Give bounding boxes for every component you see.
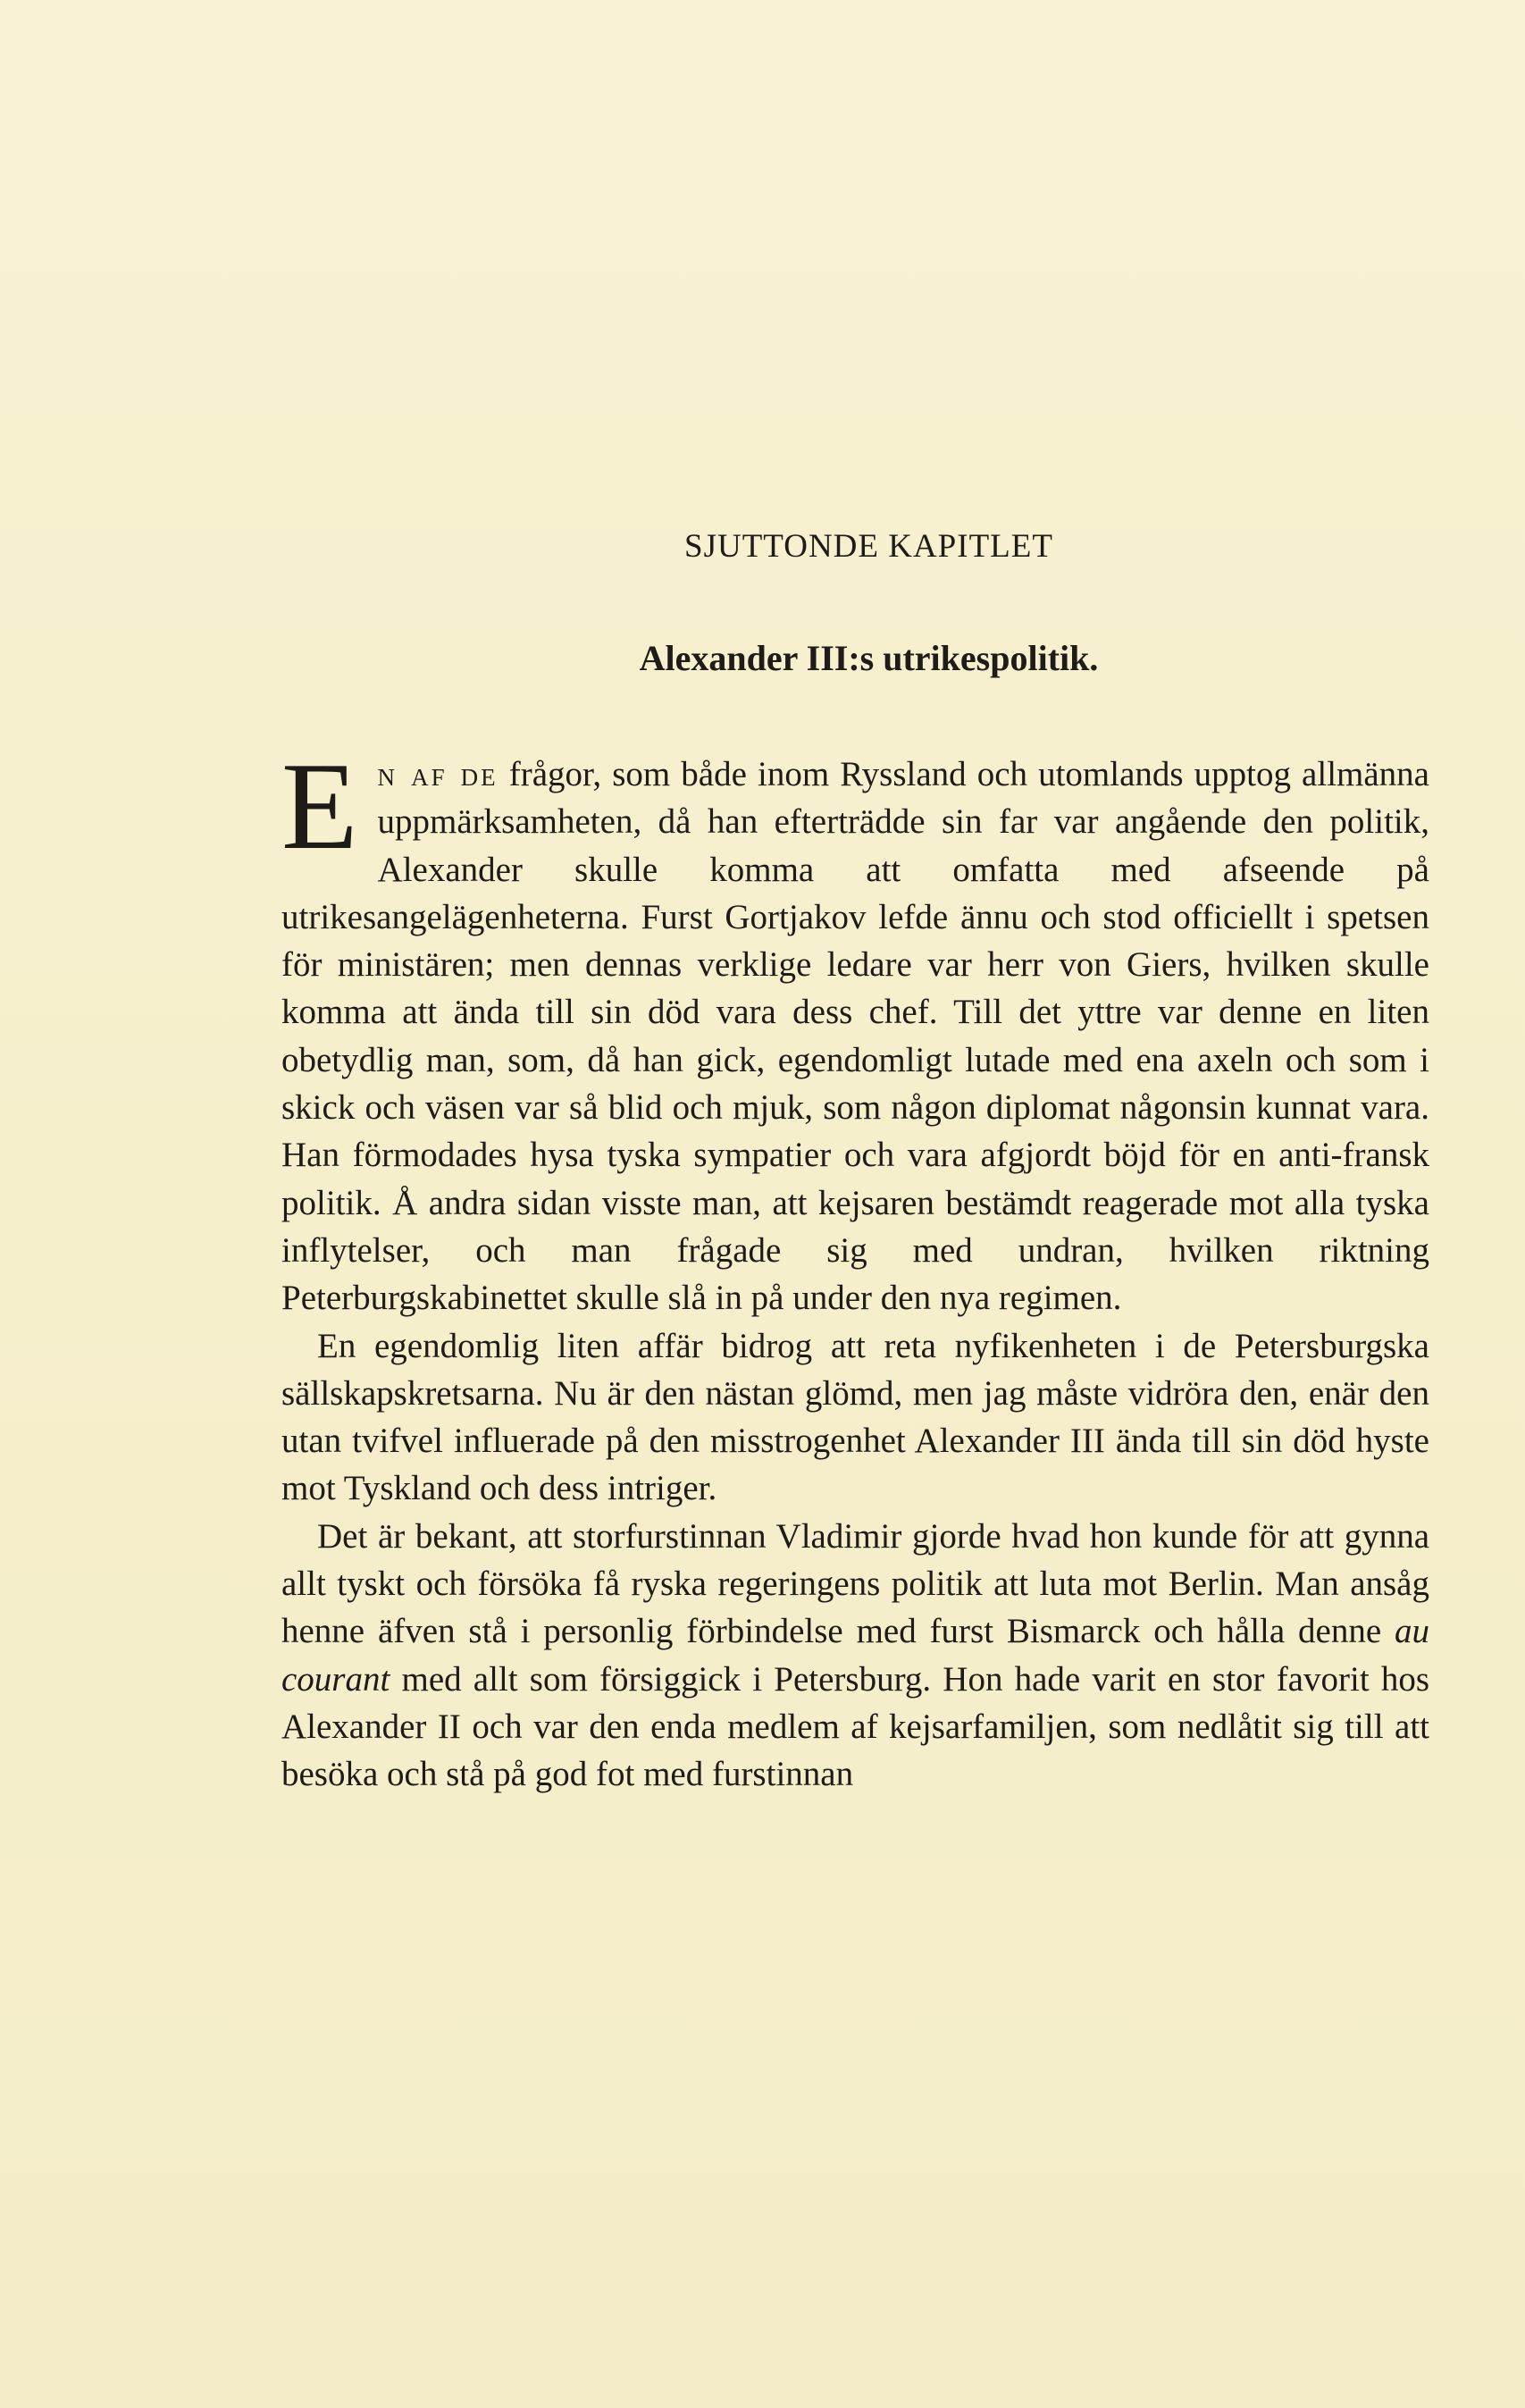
- italic-phrase: au courant: [281, 1612, 1429, 1699]
- paragraph-1-text: frågor, som både inom Ryssland och utomlands upptog allmänna uppmärksamheten, då han efterträdde sin far var angående den politik, Alexander skulle komma att omfatta med afseende på utrikesangelägenheterna. Furst Gortjakov lefde ännu och stod officiellt i spetsen för ministären; men dennas verklige ledare var herr von Giers, hvilken skulle komma att ända till sin död vara dess chef. Till det yttre var denne en liten obetydlig man, som, då han gick, egendomligt lutade med ena axeln och som i skick och väsen var så blid och mjuk, som någon diplomat någonsin kunnat vara. Han förmodades hysa tyska sympatier och vara afgjordt böjd för en anti-fransk politik. Å andra sidan visste man, att kejsaren bestämdt reagerade mot alla tyska inflytelser, och man frågade sig med undran, hvilken riktning Peterburgskabinettet skulle slå in på under den nya regimen.: [281, 755, 1429, 1318]
- paragraph-1: [281, 737, 1429, 1322]
- chapter-label: SJUTTONDE KAPITLET: [684, 528, 1053, 565]
- page-text: [281, 527, 1429, 1799]
- drop-cap: E: [281, 737, 358, 876]
- paragraph-2: En egendomlig liten affär bidrog att reta nyfikenheten i de Petersburgska sällskapskretsarna. Nu är den nästan glömd, men jag måste vidröra den, enär den utan tvifvel influerade på den misstrogenhet Alexander III ända till sin död hyste mot Tyskland och dess intriger.: [281, 1326, 1429, 1508]
- chapter-title: Alexander III:s utrikespolitik.: [639, 638, 1099, 678]
- lead-in-smallcaps: n af de: [377, 755, 499, 793]
- paragraph-3: [281, 1513, 1429, 1799]
- paragraph-3-text-after: med allt som försiggick i Petersburg. Hon hade varit en stor favorit hos Alexander II och var den enda medlem af kejsarfamiljen, som nedlåtit sig till att besöka och stå på god fot med furstinnan: [281, 1659, 1429, 1794]
- paragraph-3-text-before: Det är bekant, att storfurstinnan Vladimir gjorde hvad hon kunde för att gynna allt tyskt och försöka få ryska regeringens politik att luta mot Berlin. Man ansåg henne äfven stå i personlig förbindelse med furst Bismarck och hålla denne: [281, 1516, 1429, 1651]
